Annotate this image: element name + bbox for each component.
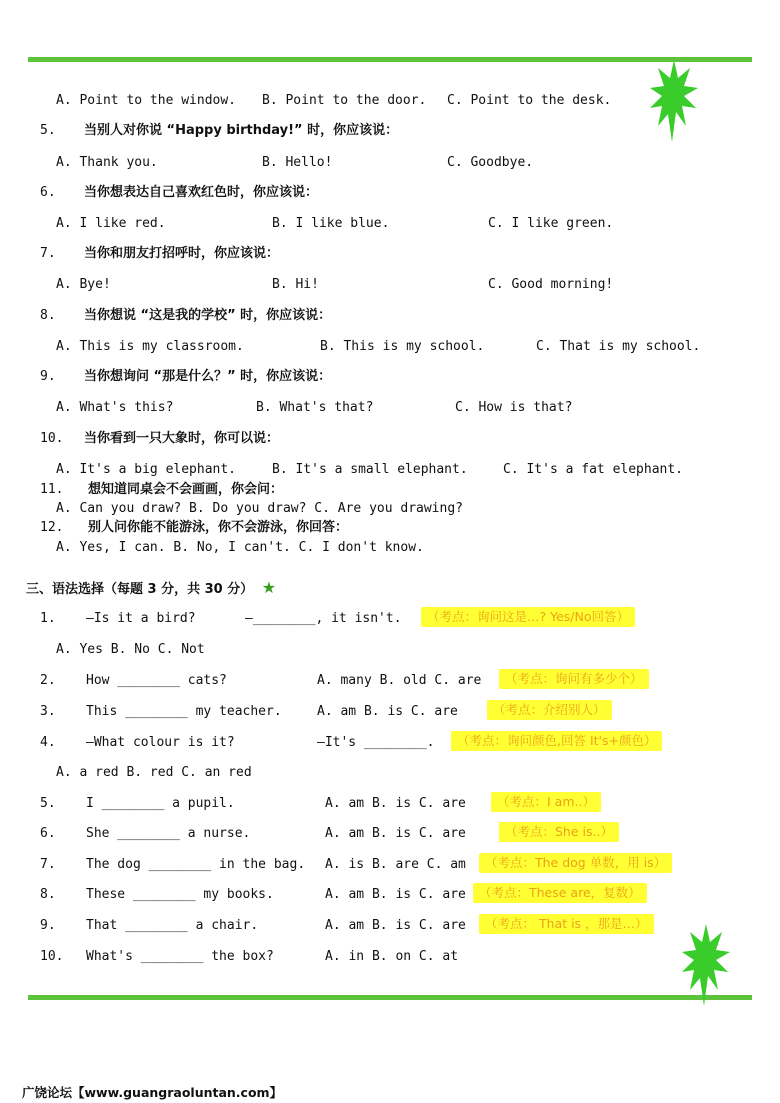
g8-number: 8. <box>40 887 56 902</box>
q8-prompt: 当你想说 “这是我的学校” 时，你应该说： <box>84 308 332 323</box>
g8-stem: These ________ my books. <box>86 887 274 902</box>
q6-option-b: B. I like blue. <box>272 216 390 231</box>
q11-number: 11. <box>40 482 64 497</box>
q7-option-b: B. Hi! <box>272 277 319 292</box>
g5-stem: I ________ a pupil. <box>86 796 235 811</box>
q10-option-a: A. It's a big elephant. <box>56 462 237 477</box>
g5-hint: （考点：I am..） <box>491 792 601 812</box>
g8-options: A. am B. is C. are <box>325 887 466 902</box>
q6-number: 6. <box>40 185 56 200</box>
q12-prompt: 别人问你能不能游泳，你不会游泳，你回答： <box>88 520 349 535</box>
q6-prompt: 当你想表达自己喜欢红色时，你应该说： <box>84 185 319 200</box>
g10-number: 10. <box>40 949 64 964</box>
q6-option-c: C. I like green. <box>488 216 614 231</box>
q5-option-a: A. Thank you. <box>56 155 158 170</box>
g2-options: A. many B. old C. are <box>317 673 482 688</box>
footer-site: 广饶论坛【www.guangraoluntan.com】 <box>22 1085 283 1100</box>
q7-option-a: A. Bye! <box>56 277 111 292</box>
q10-option-b: B. It's a small elephant. <box>272 462 468 477</box>
g8-hint: （考点：These are，复数） <box>473 883 647 903</box>
g4-number: 4. <box>40 735 56 750</box>
q7-option-c: C. Good morning! <box>488 277 614 292</box>
q5-option-b: B. Hello! <box>262 155 333 170</box>
g9-number: 9. <box>40 918 56 933</box>
q12-options: A. Yes, I can. B. No, I can't. C. I don't know. <box>56 540 424 555</box>
g1-options: A. Yes B. No C. Not <box>56 642 205 657</box>
g3-stem: This ________ my teacher. <box>86 704 282 719</box>
q9-option-b: B. What's that? <box>256 400 374 415</box>
q4-option-c: C. Point to the desk. <box>447 93 612 108</box>
q5-number: 5. <box>40 123 56 138</box>
section-3-title: 三、语法选择（每题 3 分，共 30 分） <box>26 582 254 597</box>
top-rule <box>28 57 752 62</box>
g1-number: 1. <box>40 611 56 626</box>
q6-option-a: A. I like red. <box>56 216 166 231</box>
q7-prompt: 当你和朋友打招呼时，你应该说： <box>84 246 280 261</box>
g5-options: A. am B. is C. are <box>325 796 466 811</box>
g10-stem: What's ________ the box? <box>86 949 274 964</box>
q10-prompt: 当你看到一只大象时，你可以说： <box>84 431 280 446</box>
q5-prompt: 当别人对你说 “Happy birthday!” 时，你应该说： <box>84 123 399 138</box>
g1-hint: （考点：询问这是…? Yes/No回答） <box>421 607 635 627</box>
q8-option-c: C. That is my school. <box>536 339 701 354</box>
q5-option-c: C. Goodbye. <box>447 155 534 170</box>
g2-number: 2. <box>40 673 56 688</box>
q9-prompt: 当你想询问 “那是什么？” 时，你应该说： <box>84 369 332 384</box>
g2-stem: How ________ cats? <box>86 673 227 688</box>
g3-options: A. am B. is C. are <box>317 704 458 719</box>
q11-options: A. Can you draw? B. Do you draw? C. Are you drawing? <box>56 501 463 516</box>
g1-stem: —Is it a bird? <box>86 611 196 626</box>
g4-options: A. a red B. red C. an red <box>56 765 252 780</box>
q9-number: 9. <box>40 369 56 384</box>
q10-option-c: C. It's a fat elephant. <box>503 462 684 477</box>
q9-option-c: C. How is that? <box>455 400 573 415</box>
green-burst-star-top-icon <box>650 60 698 142</box>
g6-hint: （考点：She is..） <box>499 822 619 842</box>
g6-options: A. am B. is C. are <box>325 826 466 841</box>
g7-stem: The dog ________ in the bag. <box>86 857 306 872</box>
q10-number: 10. <box>40 431 64 446</box>
g7-number: 7. <box>40 857 56 872</box>
bottom-rule <box>28 995 752 1000</box>
q4-option-b: B. Point to the door. <box>262 93 427 108</box>
g4-hint: （考点：询问颜色,回答 It's+颜色） <box>451 731 662 751</box>
q7-number: 7. <box>40 246 56 261</box>
g9-stem: That ________ a chair. <box>86 918 259 933</box>
g7-hint: （考点：The dog 单数，用 is） <box>479 853 672 873</box>
g4-stem-reply: —It's ________. <box>317 735 435 750</box>
q9-option-a: A. What's this? <box>56 400 174 415</box>
g6-stem: She ________ a nurse. <box>86 826 251 841</box>
section-star-icon: ★ <box>261 578 277 597</box>
g10-options: A. in B. on C. at <box>325 949 459 964</box>
g5-number: 5. <box>40 796 56 811</box>
section-3-heading <box>26 578 276 597</box>
q8-option-b: B. This is my school. <box>320 339 485 354</box>
q8-option-a: A. This is my classroom. <box>56 339 244 354</box>
q12-number: 12. <box>40 520 64 535</box>
q11-prompt: 想知道同桌会不会画画，你会问： <box>88 482 284 497</box>
g7-options: A. is B. are C. am <box>325 857 466 872</box>
q8-number: 8. <box>40 308 56 323</box>
g9-options: A. am B. is C. are <box>325 918 466 933</box>
g6-number: 6. <box>40 826 56 841</box>
g3-number: 3. <box>40 704 56 719</box>
g1-stem-reply: —________, it isn't. <box>245 611 402 626</box>
green-burst-star-bottom-icon <box>682 924 730 1006</box>
g2-hint: （考点：询问有多少个） <box>499 669 649 689</box>
g4-stem: —What colour is it? <box>86 735 235 750</box>
g3-hint: （考点：介绍别人） <box>487 700 612 720</box>
q4-option-a: A. Point to the window. <box>56 93 237 108</box>
g9-hint: （考点： That is ，那是…） <box>479 914 654 934</box>
